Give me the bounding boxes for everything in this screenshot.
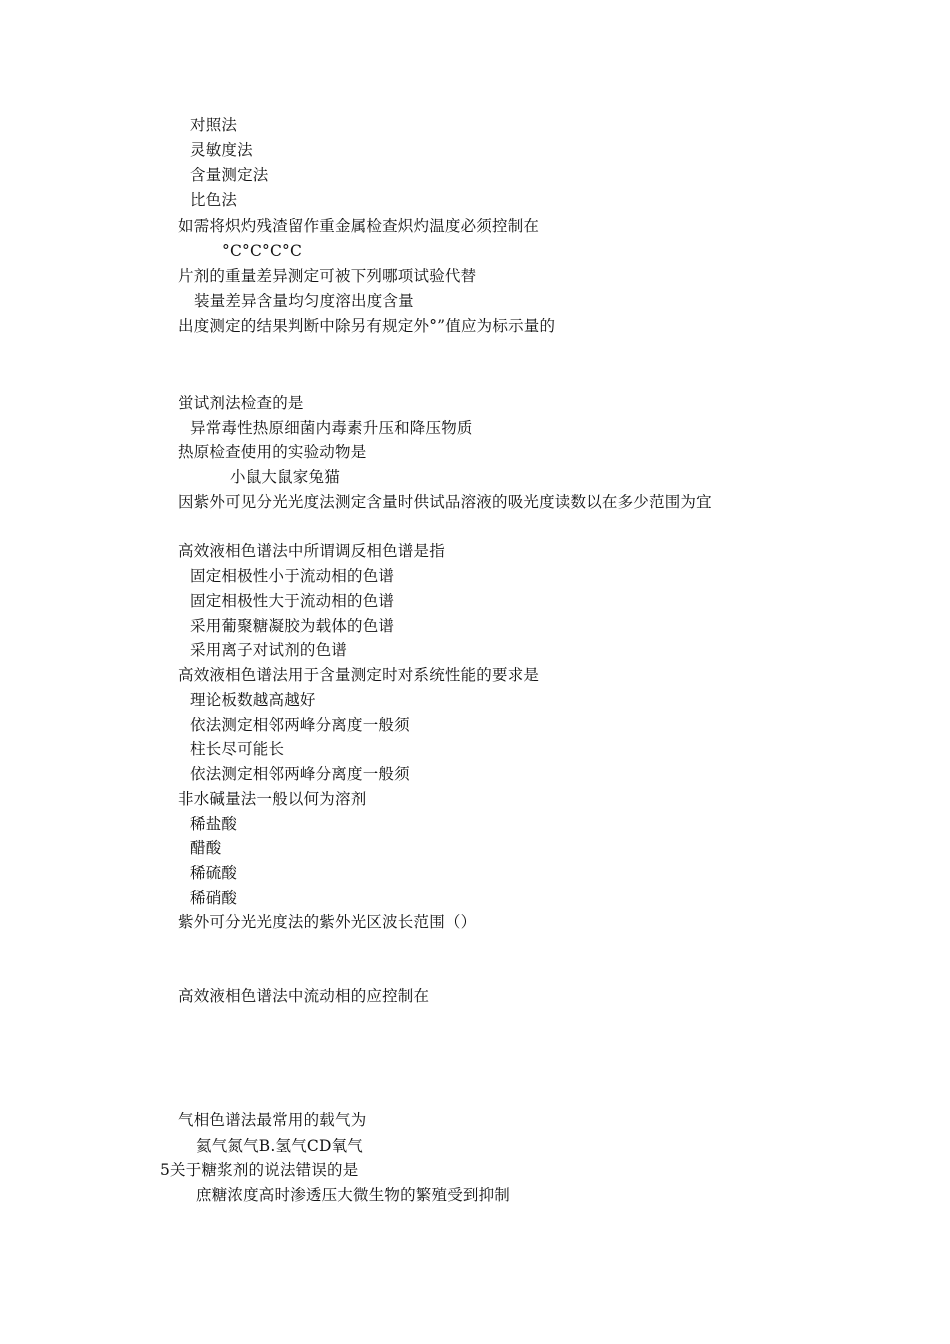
option-line: 装量差异含量均匀度溶出度含量 [194,292,414,310]
option-line: 柱长尽可能长 [190,740,285,758]
option-line: 庶糖浓度高时渗透压大微生物的繁殖受到抑制 [196,1186,511,1204]
option-line: 小鼠大鼠家兔猫 [230,468,340,486]
option-line: 固定相极性小于流动相的色谱 [190,567,395,585]
option-line: 采用葡聚糖凝胶为载体的色谱 [190,617,395,635]
option-line: 异常毒性热原细菌内毒素升压和降压物质 [190,419,473,437]
option-line: 灵敏度法 [190,141,253,159]
question-line: 热原检查使用的实验动物是 [178,443,367,461]
question-line: 蛍试剂法检查的是 [178,394,304,412]
question-line: 高效液相色谱法中流动相的应控制在 [178,987,430,1005]
question-line: 如需将炽灼残渣留作重金属检查炽灼温度必须控制在 [178,217,540,235]
question-line: 片剂的重量差异测定可被下列哪项试验代替 [178,267,477,285]
question-line: 紫外可分光光度法的紫外光区波长范围（） [178,913,477,931]
question-line: 非水碱量法一般以何为溶剂 [178,790,367,808]
question-line: 高效液相色谱法中所谓调反相色谱是指 [178,542,445,560]
option-line: 含量测定法 [190,166,269,184]
option-line: 稀硫酸 [190,864,238,882]
option-line: 依法测定相邻两峰分离度一般须 [190,716,410,734]
option-line: °C°C°C°C [222,242,303,260]
question-line: 高效液相色谱法用于含量测定时对系统性能的要求是 [178,666,540,684]
option-line: 氦气氮气B.氢气CD氧气 [196,1137,364,1155]
option-line: 醋酸 [190,839,222,857]
option-line: 稀盐酸 [190,815,238,833]
option-line: 稀硝酸 [190,889,238,907]
option-line: 采用离子对试剂的色谱 [190,641,348,659]
question-line: 气相色谱法最常用的载气为 [178,1111,367,1129]
question-line: 出度测定的结果判断中除另有规定外°”值应为标示量的 [178,317,556,335]
question-line: 5关于糖浆剂的说法错误的是 [160,1161,359,1179]
question-line: 因紫外可见分光光度法测定含量时供试品溶液的吸光度读数以在多少范围为宜 [178,493,712,511]
option-line: 对照法 [190,116,238,134]
option-line: 理论板数越高越好 [190,691,316,709]
option-line: 固定相极性大于流动相的色谱 [190,592,395,610]
option-line: 比色法 [190,191,238,209]
option-line: 依法测定相邻两峰分离度一般须 [190,765,410,783]
